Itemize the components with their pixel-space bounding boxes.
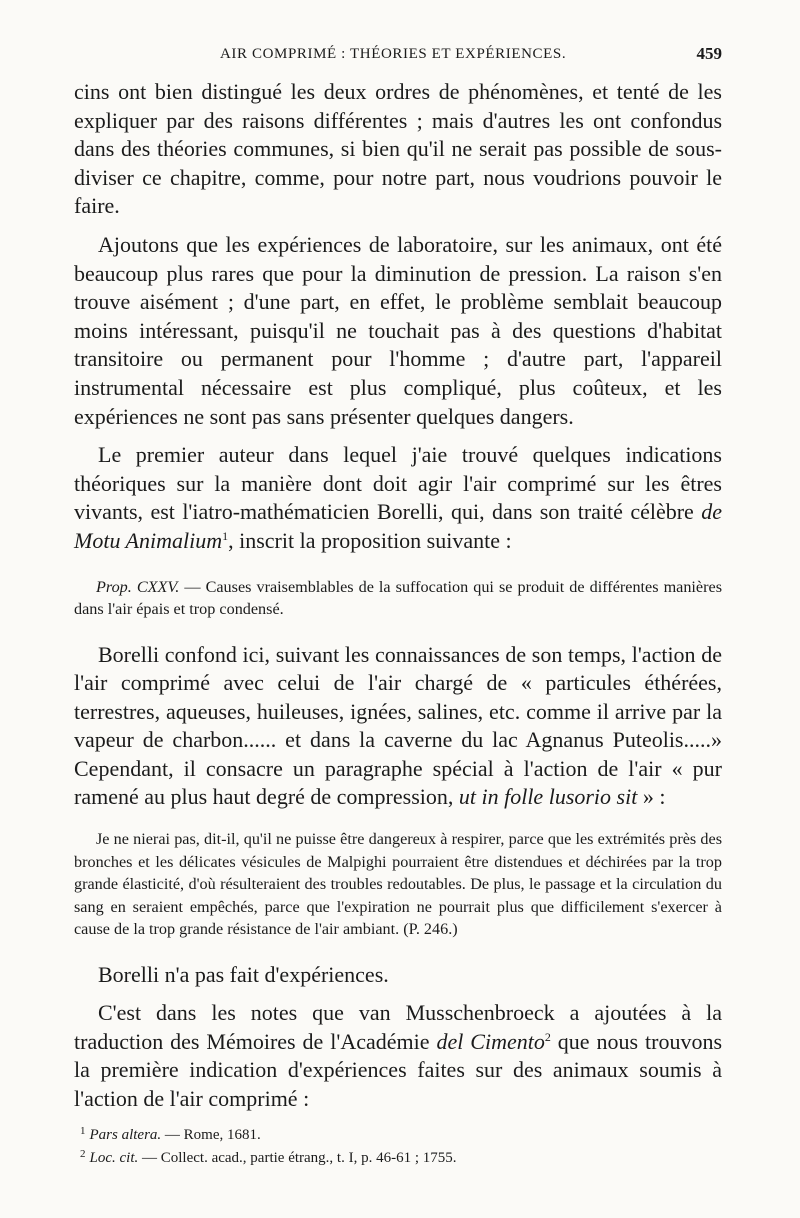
footnote-2-number: 2 [80,1147,86,1160]
footnote-1-text: — Rome, 1681. [161,1126,261,1143]
paragraph-4-text-a: Borelli confond ici, suivant les connaissances de son temps, l'action de l'air comprimé avec celui de l'air chargé de « particules éthérées, terrestres, aqueuses, huileuses, ignées, salines, etc. comme il arrive par la vapeur de charbon...... et dans la caverne du lac Agnanus Puteolis.....» Cependant, il consacre un paragraphe spécial à l'action de l'air « pur ramené au plus haut degré de compression, [74,641,722,810]
academy-name: del Cimento [436,1028,545,1054]
paragraph-5: Borelli n'a pas fait d'expériences. [98,961,389,987]
paragraph-6 [74,999,722,1113]
footnote-1 [80,1122,722,1145]
quote-borelli: Je ne nierai pas, dit-il, qu'il ne puisse être dangereux à respirer, parce que les extrémités près des bronches et les délicates vésicules de Malpighi pourraient être distendues et déchirées par la trop grande élasticité, d'où résulteraient des troubles redoutables. De plus, le passage et la circulation du sang en seraient empêchés, parce que l'expiration ne pourrait plus que difficilement s'exercer à cause de la trop grande résistance de l'air ambiant. (P. 246.) [74,830,722,939]
book-page [74,40,723,1166]
proposition-text: — Causes vraisemblables de la suffocation qui se produit de différentes manières dans l'air épais et trop condensé. [74,577,722,618]
paragraph-3-text-a: Le premier auteur dans lequel j'aie trouvé quelques indications théoriques sur la manière dont doit agir l'air comprimé sur les êtres vivants, est l'iatro-mathématicien Borelli, qui, dans son traité célèbre [74,442,722,525]
footnote-ref-2: 2 [544,1029,551,1044]
paragraph-6-text-a: C'est dans les notes que van Musschenbroeck a ajoutées à la traduction des Mémoires de l'Académie [74,1000,722,1054]
paragraph-3-text-b: , inscrit la proposition suivante : [228,527,512,553]
footnote-2-ref: Loc. cit. [89,1149,139,1166]
proposition-label: Prop. CXXV. [96,577,180,596]
footnote-1-number: 1 [80,1124,86,1137]
paragraph-6-text-b: que nous trouvons la première indication d'expériences faites sur des animaux soumis à l'action de l'air comprimé : [74,1028,723,1111]
quote-proposition [74,576,722,621]
paragraph-3 [74,441,722,555]
body-text [74,78,722,1168]
book-title-de-motu-animalium: de Motu Animalium [74,499,722,553]
paragraph-4-text-b: » : [637,784,666,810]
footnote-ref-1: 1 [222,528,229,543]
running-title: AIR COMPRIMÉ : THÉORIES ET EXPÉRIENCES. [220,46,567,62]
paragraph-2: Ajoutons que les expériences de laboratoire, sur les animaux, ont été beaucoup plus rares que pour la diminution de pression. La raison s'en trouve aisément ; d'une part, en effet, le problème semblait beaucoup moins intéressant, puisqu'il ne touchait pas à des questions d'habitat transitoire ou permanent pour l'homme ; d'autre part, l'appareil instrumental nécessaire est plus compliqué, plus coûteux, et les expériences ne sont pas sans présenter quelques dangers. [74,231,722,429]
footnotes [74,1122,722,1168]
footnote-2-text: — Collect. acad., partie étrang., t. I, p. 46-61 ; 1755. [138,1149,457,1166]
page-header [74,40,722,66]
paragraph-4 [74,641,722,813]
footnote-1-ref: Pars altera. [89,1126,162,1143]
paragraph-1: cins ont bien distingué les deux ordres de phénomènes, et tenté de les expliquer par des raisons différentes ; mais d'autres les ont confondus dans des théories communes, si bien qu'il ne serait pas possible de sous-diviser ce chapitre, comme, pour notre part, nous voudrions pouvoir le faire. [74,79,722,219]
footnote-2 [80,1145,722,1168]
page-number: 459 [696,44,722,63]
latin-phrase: ut in folle lusorio sit [458,784,638,810]
